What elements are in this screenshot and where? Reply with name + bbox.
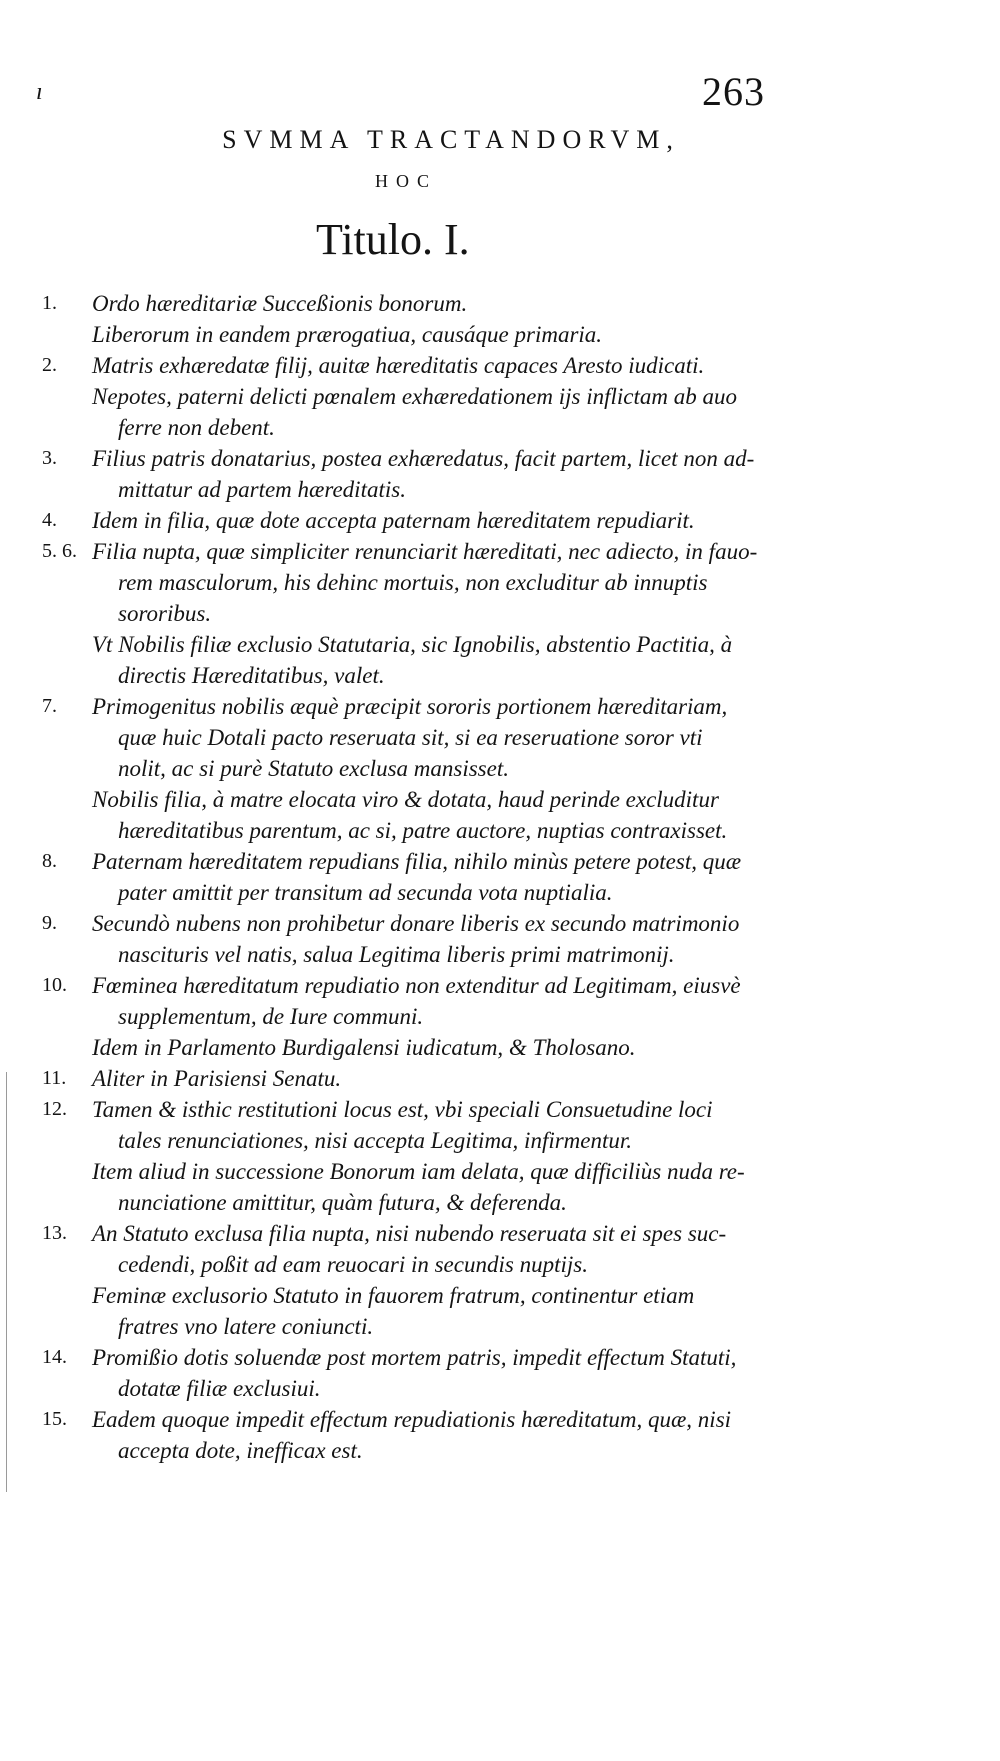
entry-line: hæreditatibus parentum, ac si, patre auctore, nuptias contraxisset. — [118, 818, 728, 843]
entry-number: 4. — [42, 509, 57, 531]
entry-line: fratres vno latere coniuncti. — [118, 1314, 374, 1339]
entry-line: Liberorum in eandem prærogatiua, causáque primaria. — [92, 322, 603, 347]
entry-line: ferre non debent. — [118, 415, 275, 440]
entry-line: Ordo hæreditariæ Succeßionis bonorum. — [92, 291, 468, 316]
entry-number: 13. — [42, 1222, 67, 1244]
corner-mark: ı — [36, 79, 43, 105]
entry-line: rem masculorum, his dehinc mortuis, non excluditur ab innuptis — [118, 570, 708, 595]
entry-number: 5. 6. — [42, 540, 77, 562]
entry-line: supplementum, de Iure communi. — [118, 1004, 424, 1029]
entry-number: 15. — [42, 1408, 67, 1430]
entry-line: mittatur ad partem hæreditatis. — [118, 477, 406, 502]
entry-line: tales renunciationes, nisi accepta Legitima, infirmentur. — [118, 1128, 633, 1153]
entry-number: 11. — [42, 1067, 67, 1089]
entry-number: 12. — [42, 1098, 67, 1120]
entry-line: nunciatione amittitur, quàm futura, & deferenda. — [118, 1190, 567, 1215]
entry-line: Fœminea hæreditatum repudiatio non extenditur ad Legitimam, eiusvè — [92, 973, 741, 998]
entry-line: pater amittit per transitum ad secunda vota nuptialia. — [118, 880, 613, 905]
entry-line: Promißio dotis soluendæ post mortem patris, impedit effectum Statuti, — [92, 1345, 737, 1370]
entry-line: Primogenitus nobilis æquè præcipit sororis portionem hæreditariam, — [92, 694, 728, 719]
entry-line: directis Hæreditatibus, valet. — [118, 663, 385, 688]
entry-line: Paternam hæreditatem repudians filia, nihilo minùs petere potest, quæ — [92, 849, 742, 874]
entry-line: quæ huic Dotali pacto reseruata sit, si ea reseruatione soror vti — [118, 725, 703, 750]
entry-line: Matris exhæredatæ filij, auitæ hæreditatis capaces Aresto iudicati. — [92, 353, 705, 378]
page-subheading: HOC — [374, 171, 437, 191]
entry-number: 10. — [42, 974, 67, 996]
entry-line: Eadem quoque impedit effectum repudiationis hæreditatum, quæ, nisi — [92, 1407, 732, 1432]
entry-number: 8. — [42, 850, 57, 872]
entry-line: Vt Nobilis filiæ exclusio Statutaria, sic Ignobilis, abstentio Pactitia, à — [92, 632, 733, 657]
page-heading: SVMMA TRACTANDORVM, — [222, 125, 680, 154]
entry-line: Tamen & isthic restitutioni locus est, vbi speciali Consuetudine loci — [92, 1097, 713, 1122]
entry-number: 1. — [42, 292, 57, 314]
entry-number: 14. — [42, 1346, 67, 1368]
entry-line: cedendi, poßit ad eam reuocari in secundis nuptijs. — [118, 1252, 588, 1277]
page-number: 263 — [702, 69, 765, 114]
entry-line: Nepotes, paterni delicti pœnalem exhæredationem ijs inflictam ab auo — [92, 384, 737, 409]
entry-line: Filia nupta, quæ simpliciter renunciarit hæreditati, nec adiecto, in fauo- — [92, 539, 758, 564]
entry-number: 9. — [42, 912, 57, 934]
entry-line: nolit, ac si purè Statuto exclusa mansisset. — [118, 756, 509, 781]
entry-line: accepta dote, inefficax est. — [118, 1438, 363, 1463]
entry-number: 7. — [42, 695, 57, 717]
entry-line: An Statuto exclusa filia nupta, nisi nubendo reseruata sit ei spes suc- — [92, 1221, 727, 1246]
entry-line: Idem in Parlamento Burdigalensi iudicatum, & Tholosano. — [92, 1035, 636, 1060]
entry-line: dotatæ filiæ exclusiui. — [118, 1376, 321, 1401]
section-title: Titulo. I. — [316, 215, 470, 264]
entry-line: sororibus. — [118, 601, 212, 626]
entry-line: Aliter in Parisiensi Senatu. — [92, 1066, 342, 1091]
entry-line: Secundò nubens non prohibetur donare liberis ex secundo matrimonio — [92, 911, 740, 936]
entry-number: 2. — [42, 354, 57, 376]
entry-line: Filius patris donatarius, postea exhæredatus, facit partem, licet non ad- — [92, 446, 755, 471]
entry-line: Item aliud in successione Bonorum iam delata, quæ difficiliùs nuda re- — [92, 1159, 745, 1184]
entry-line: Feminæ exclusorio Statuto in fauorem fratrum, continentur etiam — [92, 1283, 695, 1308]
entry-line: Idem in filia, quæ dote accepta paternam hæreditatem repudiarit. — [92, 508, 695, 533]
entry-line: nascituris vel natis, salua Legitima liberis primi matrimonij. — [118, 942, 675, 967]
entry-number: 3. — [42, 447, 57, 469]
entry-line: Nobilis filia, à matre elocata viro & dotata, haud perinde excluditur — [92, 787, 719, 812]
margin-rule — [6, 1072, 7, 1492]
